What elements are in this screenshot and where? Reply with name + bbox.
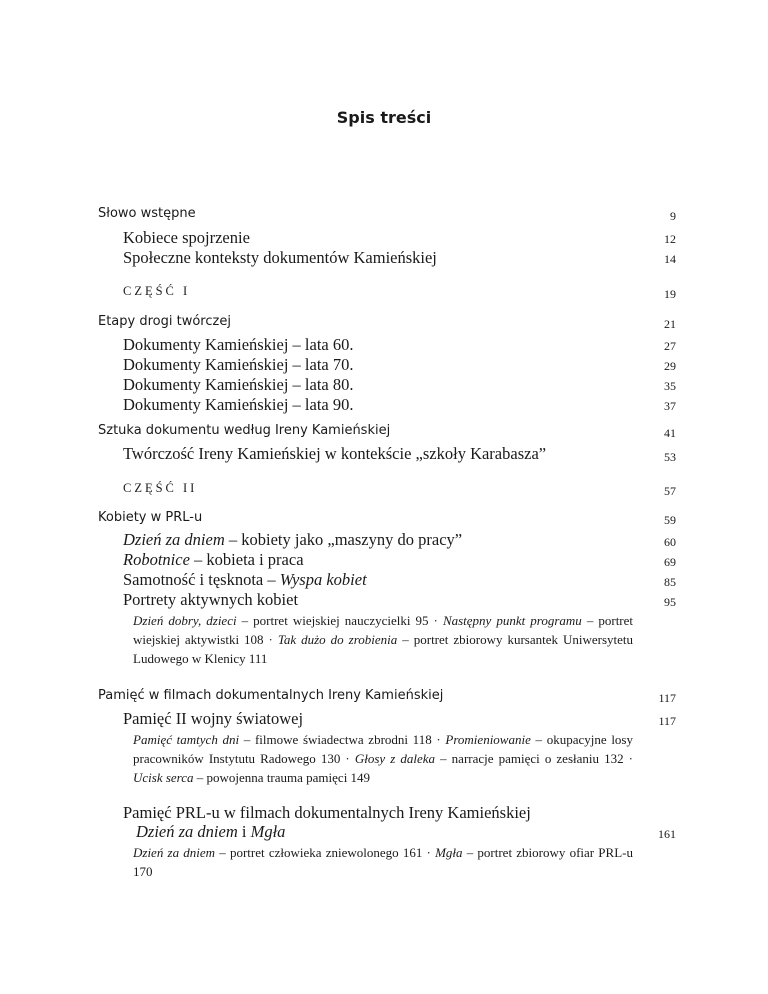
page-title: Spis treści [336, 108, 432, 127]
film-title: Dzień za dniem [133, 845, 216, 860]
film-title: Wyspa kobiet [279, 570, 367, 589]
toc-entry-title: Twórczość Ireny Kamieńskiej w kontekście „szkoły Karabasza” [123, 444, 547, 463]
entry-text: – kobiety jako „maszyny do pracy” [224, 530, 463, 549]
toc-page-number: 9 [670, 209, 676, 223]
toc-detail [133, 611, 633, 668]
toc-page-number: 27 [664, 339, 676, 353]
toc-entry-title: Pamięć w filmach dokumentalnych Ireny Kamieńskiej [98, 688, 444, 703]
toc-entry-title [123, 530, 462, 550]
toc-page-number: 21 [664, 317, 676, 331]
film-title: Robotnice [123, 550, 190, 569]
detail-text: – okupacyjne losy pracowników Instytutu Radowego 130 · [133, 732, 633, 766]
toc-page-number: 60 [664, 535, 676, 549]
toc-page-number: 12 [664, 232, 676, 246]
film-title: Mgła [250, 822, 286, 841]
toc-page-number: 161 [658, 827, 676, 841]
toc-entry-title: Dokumenty Kamieńskiej – lata 80. [123, 375, 354, 394]
toc-entry-title: Dokumenty Kamieńskiej – lata 90. [123, 395, 354, 414]
detail-text: – portret wiejskiej nauczycielki 95 · [236, 613, 443, 628]
toc-page-number: 19 [664, 287, 676, 301]
detail-text: – filmowe świadectwa zbrodni 118 · [239, 732, 446, 747]
toc-entry-title [123, 550, 304, 570]
toc-entry-title: Społeczne konteksty dokumentów Kamieńskiej [123, 248, 437, 267]
film-title: Dzień za dniem [136, 822, 238, 841]
toc-page-number: 37 [664, 399, 676, 413]
toc-page-number: 117 [658, 691, 676, 705]
toc-entry-title: Słowo wstępne [98, 206, 196, 221]
toc-entry-title [123, 570, 367, 590]
toc-page-number: 29 [664, 359, 676, 373]
toc-part-label: CZĘŚĆ I [123, 284, 191, 298]
entry-text: – kobieta i praca [189, 550, 304, 569]
entry-text: i [237, 822, 251, 841]
toc-part-label: CZĘŚĆ II [123, 481, 198, 495]
film-title: Dzień dobry, dzieci [133, 613, 237, 628]
toc-entry-title: Pamięć PRL-u w filmach dokumentalnych Ireny Kamieńskiej [123, 803, 531, 822]
toc-page-number: 85 [664, 575, 676, 589]
toc-detail [133, 730, 633, 787]
toc-detail [133, 843, 633, 881]
toc-entry-title: Kobiece spojrzenie [123, 228, 250, 247]
film-title: Dzień za dniem [123, 530, 225, 549]
toc-entry-title: Etapy drogi twórczej [98, 314, 231, 329]
toc-page-number: 14 [664, 252, 676, 266]
toc-entry-title: Sztuka dokumentu według Ireny Kamieńskiej [98, 423, 391, 438]
film-title: Pamięć tamtych dni [133, 732, 240, 747]
toc-entry-title [136, 822, 285, 842]
toc-page-number: 57 [664, 484, 676, 498]
film-title: Mgła [435, 845, 463, 860]
film-title: Tak dużo do zrobienia [277, 632, 398, 647]
detail-text: – portret zbiorowy kursantek Uniwersytetu Ludowego w Klenicy 111 [133, 632, 633, 666]
detail-text: – portret zbiorowy ofiar PRL-u 170 [133, 845, 633, 879]
toc-page-number: 95 [664, 595, 676, 609]
toc-page-number: 59 [664, 513, 676, 527]
toc-page-number: 117 [658, 714, 676, 728]
toc-entry-title: Kobiety w PRL-u [98, 510, 203, 525]
toc-entry-title: Dokumenty Kamieńskiej – lata 60. [123, 335, 354, 354]
toc-page-number: 41 [664, 426, 676, 440]
toc-page-number: 53 [664, 450, 676, 464]
film-title: Promieniowanie [445, 732, 531, 747]
film-title: Ucisk serca [133, 770, 194, 785]
detail-text: – portret wiejskiej aktywistki 108 · [133, 613, 634, 647]
toc-page-number: 35 [664, 379, 676, 393]
toc-page-number: 69 [664, 555, 676, 569]
entry-text: Samotność i tęsknota – [123, 570, 280, 589]
film-title: Głosy z daleka [354, 751, 436, 766]
toc-entry-title: Dokumenty Kamieńskiej – lata 70. [123, 355, 354, 374]
detail-text: – powojenna trauma pamięci 149 [193, 770, 371, 785]
toc-entry-title: Pamięć II wojny światowej [123, 709, 304, 728]
toc-entry-title: Portrety aktywnych kobiet [123, 590, 299, 609]
film-title: Następny punkt programu [442, 613, 582, 628]
detail-text: – portret człowieka zniewolonego 161 · [215, 845, 436, 860]
detail-text: – narracje pamięci o zesłaniu 132 · [435, 751, 633, 766]
